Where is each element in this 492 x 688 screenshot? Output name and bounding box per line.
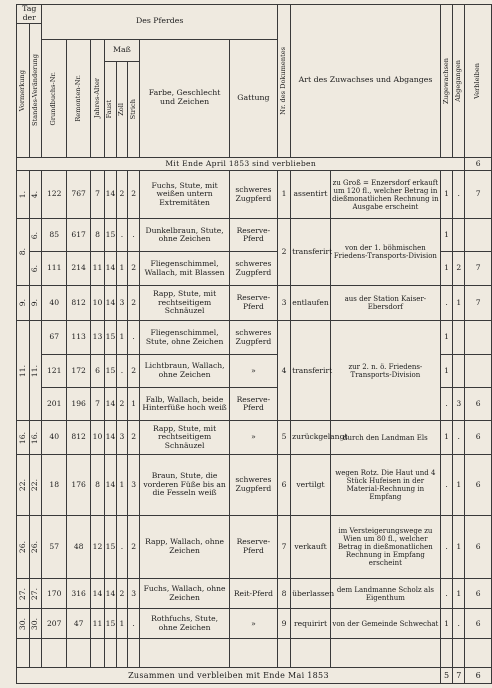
cell-grundbuchs-nr: 122 [42,171,66,219]
cell-verbleiben [465,321,492,354]
header-jahres-alter: Jahres-Alter [91,39,104,157]
table-row [17,515,492,578]
cell-gattung: Reserve-Pferd [229,219,277,252]
cell-abgegangen: 1 [453,579,465,609]
cell-verbleiben: 6 [465,388,492,421]
cell-zugewachsen: 1 [440,321,452,354]
cell-alter: 8 [91,454,104,515]
cell-standes: 22. [30,478,40,491]
cell-art: dem Landmanne Scholz als Eigenthum [330,579,440,609]
cell-strich: . [128,609,140,639]
summary-verbleiben: 6 [465,668,492,684]
cell-art: im Versteigerungswege zu Wien um 80 fl., welcher Betrag in dießmonatlichen Rechnung in Empfang erscheint [330,515,440,578]
cell-alter: 14 [91,579,104,609]
table-row [17,219,492,252]
table-row [17,171,492,219]
summary-row [17,668,492,684]
cell-dokument: 5 [277,421,290,454]
cell-verbleiben: 6 [465,454,492,515]
horse-register-table [16,4,492,684]
cell-zoll: . [116,219,127,252]
cell-grundbuchs-nr: 67 [42,321,66,354]
cell-zoll: 2 [116,171,127,219]
cell-dokument: 6 [277,454,290,515]
table-row [17,579,492,609]
cell-vormerkung: 26. [17,541,27,554]
cell-art: durch den Landman Els [330,421,440,454]
table-row [17,421,492,454]
cell-standes: 9. [30,299,40,307]
header-remonten-nr: Remonten-Nr. [66,39,90,157]
cell-vormerkung: 16. [17,431,27,444]
header-abgegangen: Abgegangen [453,5,465,158]
cell-zugewachsen: 1 [440,609,452,639]
cell-vorgang: verkauft [291,515,331,578]
table-row [17,609,492,639]
cell-remonten-nr: 767 [66,171,90,219]
cell-vorgang: transferirt [291,321,331,421]
cell-zoll: . [116,354,127,387]
cell-dokument: 8 [277,579,290,609]
cell-verbleiben [465,354,492,387]
carry-value: 6 [465,157,492,170]
cell-vormerkung: 22. [17,478,27,491]
header-grundbuchs-nr: Grundbuchs-Nr. [42,39,66,157]
cell-zoll: 2 [116,579,127,609]
cell-grundbuchs-nr: 40 [42,285,66,321]
cell-farbe: Falb, Wallach, beide Hinterfüße hoch weiß [140,388,230,421]
table-row [17,454,492,515]
cell-strich: . [128,219,140,252]
carry-row [17,157,492,170]
cell-vormerkung: 27. [17,587,27,600]
cell-vorgang: transferirt [291,219,331,286]
cell-vormerkung: 11. [17,364,27,377]
cell-zugewachsen: . [440,515,452,578]
cell-vorgang: überlassen [291,579,331,609]
cell-grundbuchs-nr: 57 [42,515,66,578]
cell-dokument: 1 [277,171,290,219]
cell-standes: 6. [30,231,40,239]
cell-farbe: Rapp, Wallach, ohne Zeichen [140,515,230,578]
cell-farbe: Rapp, Stute, mit rechtseitigem Schnäuzel [140,285,230,321]
header-strich: Strich [128,61,140,157]
cell-zugewachsen: 1 [440,171,452,219]
cell-gattung: schweres Zugpferd [229,252,277,285]
cell-zugewachsen: 1 [440,219,452,252]
cell-vorgang: vertilgt [291,454,331,515]
cell-zoll: 1 [116,454,127,515]
cell-faust: 14 [104,285,116,321]
cell-standes: 26. [30,541,40,554]
cell-farbe: Fliegenschimmel, Stute, ohne Zeichen [140,321,230,354]
cell-gattung: Reserve-Pferd [229,388,277,421]
cell-gattung: Reit-Pferd [229,579,277,609]
header-des-pferdes: Des Pferdes [42,5,277,40]
cell-strich: 3 [128,454,140,515]
cell-remonten-nr: 113 [66,321,90,354]
cell-dokument: 3 [277,285,290,321]
cell-dokument: 7 [277,515,290,578]
cell-zoll: 1 [116,609,127,639]
cell-grundbuchs-nr: 18 [42,454,66,515]
cell-vormerkung: 30. [17,617,27,630]
cell-alter: 13 [91,321,104,354]
cell-gattung: Reserve-Pferd [229,285,277,321]
cell-zugewachsen: . [440,388,452,421]
cell-zugewachsen: 1 [440,354,452,387]
cell-faust: 14 [104,171,116,219]
cell-faust: 14 [104,421,116,454]
cell-zugewachsen: . [440,579,452,609]
cell-abgegangen: . [453,421,465,454]
cell-remonten-nr: 196 [66,388,90,421]
header-faust: Faust [104,61,116,157]
cell-verbleiben: 6 [465,579,492,609]
cell-strich: 2 [128,515,140,578]
cell-vormerkung: 9. [17,299,27,307]
header-gattung: Gattung [229,39,277,157]
cell-remonten-nr: 617 [66,219,90,252]
header-zoll: Zoll [116,61,127,157]
cell-grundbuchs-nr: 111 [42,252,66,285]
cell-farbe: Rothfuchs, Stute, ohne Zeichen [140,609,230,639]
cell-dokument: 2 [277,219,290,286]
cell-strich: 2 [128,252,140,285]
cell-grundbuchs-nr: 121 [42,354,66,387]
cell-gattung: schweres Zugpferd [229,171,277,219]
table-row [17,321,492,354]
cell-grundbuchs-nr: 40 [42,421,66,454]
cell-farbe: Fliegenschimmel, Wallach, mit Blassen [140,252,230,285]
cell-abgegangen: . [453,171,465,219]
cell-farbe: Dunkelbraun, Stute, ohne Zeichen [140,219,230,252]
cell-faust: 15 [104,219,116,252]
cell-faust: 14 [104,252,116,285]
cell-verbleiben: 6 [465,609,492,639]
table-row [17,285,492,321]
cell-strich: 2 [128,171,140,219]
header-zugewachsen: Zugewachsen [440,5,452,158]
cell-alter: 6 [91,354,104,387]
cell-faust: 15 [104,609,116,639]
cell-farbe: Fuchs, Stute, mit weißen untern Extremitäten [140,171,230,219]
summary-label: Zusammen und verbleiben mit Ende Mai 1853 [17,668,441,684]
cell-strich: 2 [128,285,140,321]
cell-vormerkung: 8. [17,248,27,256]
cell-abgegangen [453,354,465,387]
cell-zugewachsen: 1 [440,252,452,285]
cell-verbleiben: 7 [465,252,492,285]
cell-faust: 15 [104,321,116,354]
carry-label: Mit Ende April 1853 sind verblieben [17,157,465,170]
cell-remonten-nr: 316 [66,579,90,609]
cell-gattung: schweres Zugpferd [229,321,277,354]
cell-faust: 15 [104,515,116,578]
cell-standes: 30. [30,617,40,630]
cell-faust: 14 [104,454,116,515]
cell-farbe: Rapp, Stute, mit rechtseitigem Schnäuzel [140,421,230,454]
cell-verbleiben: 6 [465,515,492,578]
cell-zugewachsen: . [440,454,452,515]
cell-vormerkung: 1. [17,191,27,199]
cell-abgegangen [453,219,465,252]
cell-dokument: 4 [277,321,290,421]
cell-faust: 14 [104,388,116,421]
summary-abgegangen: 7 [453,668,465,684]
cell-abgegangen: 3 [453,388,465,421]
cell-standes: 4. [30,191,40,199]
cell-verbleiben: 7 [465,285,492,321]
cell-faust: 14 [104,579,116,609]
cell-grundbuchs-nr: 170 [42,579,66,609]
cell-grundbuchs-nr: 85 [42,219,66,252]
cell-gattung: Reserve-Pferd [229,515,277,578]
cell-strich: . [128,321,140,354]
cell-abgegangen: . [453,609,465,639]
cell-zugewachsen: 1 [440,421,452,454]
cell-art: aus der Station Kaiser-Ebersdorf [330,285,440,321]
cell-alter: 7 [91,171,104,219]
cell-zoll: 3 [116,421,127,454]
header-nr-dokumentes: Nr. des Dokumentes [277,5,290,158]
cell-standes: 27. [30,587,40,600]
cell-remonten-nr: 214 [66,252,90,285]
cell-vorgang: zurückgelangt [291,421,331,454]
cell-vorgang: entlaufen [291,285,331,321]
cell-dokument: 9 [277,609,290,639]
cell-zoll: . [116,515,127,578]
cell-vorgang: requirirt [291,609,331,639]
cell-standes: 6. [30,264,40,273]
summary-zugewachsen: 5 [440,668,452,684]
cell-gattung: » [229,354,277,387]
header-tag-der: Tag der [17,5,42,24]
cell-zugewachsen: . [440,285,452,321]
cell-faust: 15 [104,354,116,387]
cell-remonten-nr: 176 [66,454,90,515]
cell-alter: 10 [91,421,104,454]
header-farbe: Farbe, Geschlecht und Zeichen [140,39,230,157]
header-standes: Standes-Veränderung [30,23,42,157]
cell-alter: 8 [91,219,104,252]
cell-strich: 3 [128,579,140,609]
cell-abgegangen: 1 [453,285,465,321]
cell-verbleiben [465,219,492,252]
header-vormerkung: Vormerkung [17,23,30,157]
cell-art: zu Groß = Enzersdorf erkauft um 120 fl., welcher Betrag in dießmonatlichen Rechnung in Ausgabe erscheint [330,171,440,219]
cell-abgegangen: 1 [453,454,465,515]
cell-strich: 2 [128,354,140,387]
cell-strich: 1 [128,388,140,421]
cell-farbe: Lichtbraun, Wallach, ohne Zeichen [140,354,230,387]
cell-farbe: Braun, Stute, die vorderen Füße bis an die Fesseln weiß [140,454,230,515]
cell-standes: 16. [30,431,40,444]
cell-art: wegen Rotz. Die Haut und 4 Stück Hufeisen in der Material-Rechnung in Empfang [330,454,440,515]
cell-farbe: Fuchs, Wallach, ohne Zeichen [140,579,230,609]
cell-zoll: 1 [116,252,127,285]
header-art: Art des Zuwachses und Abganges [291,5,441,158]
cell-zoll: 3 [116,285,127,321]
cell-grundbuchs-nr: 207 [42,609,66,639]
cell-art: von der Gemeinde Schwechat [330,609,440,639]
cell-zoll: 2 [116,388,127,421]
cell-alter: 12 [91,515,104,578]
cell-alter: 11 [91,252,104,285]
cell-abgegangen: 1 [453,515,465,578]
header-verbleiben: Verbleiben [465,5,492,158]
cell-abgegangen: 2 [453,252,465,285]
cell-gattung: » [229,421,277,454]
cell-remonten-nr: 812 [66,285,90,321]
cell-vorgang: assentirt [291,171,331,219]
cell-verbleiben: 7 [465,171,492,219]
cell-alter: 7 [91,388,104,421]
cell-remonten-nr: 48 [66,515,90,578]
cell-alter: 11 [91,609,104,639]
cell-strich: 2 [128,421,140,454]
cell-gattung: schweres Zugpferd [229,454,277,515]
cell-art: zur 2. n. ö. Friedens-Transports-Division [330,321,440,421]
cell-verbleiben: 6 [465,421,492,454]
cell-gattung: » [229,609,277,639]
blank-row [17,639,492,668]
cell-zoll: 1 [116,321,127,354]
cell-remonten-nr: 47 [66,609,90,639]
header-mass: Maß [104,39,140,61]
cell-remonten-nr: 812 [66,421,90,454]
cell-alter: 10 [91,285,104,321]
cell-abgegangen [453,321,465,354]
cell-art: von der 1. böhmischen Friedens-Transports-Division [330,219,440,286]
cell-remonten-nr: 172 [66,354,90,387]
cell-standes: 11. [30,364,40,377]
cell-grundbuchs-nr: 201 [42,388,66,421]
